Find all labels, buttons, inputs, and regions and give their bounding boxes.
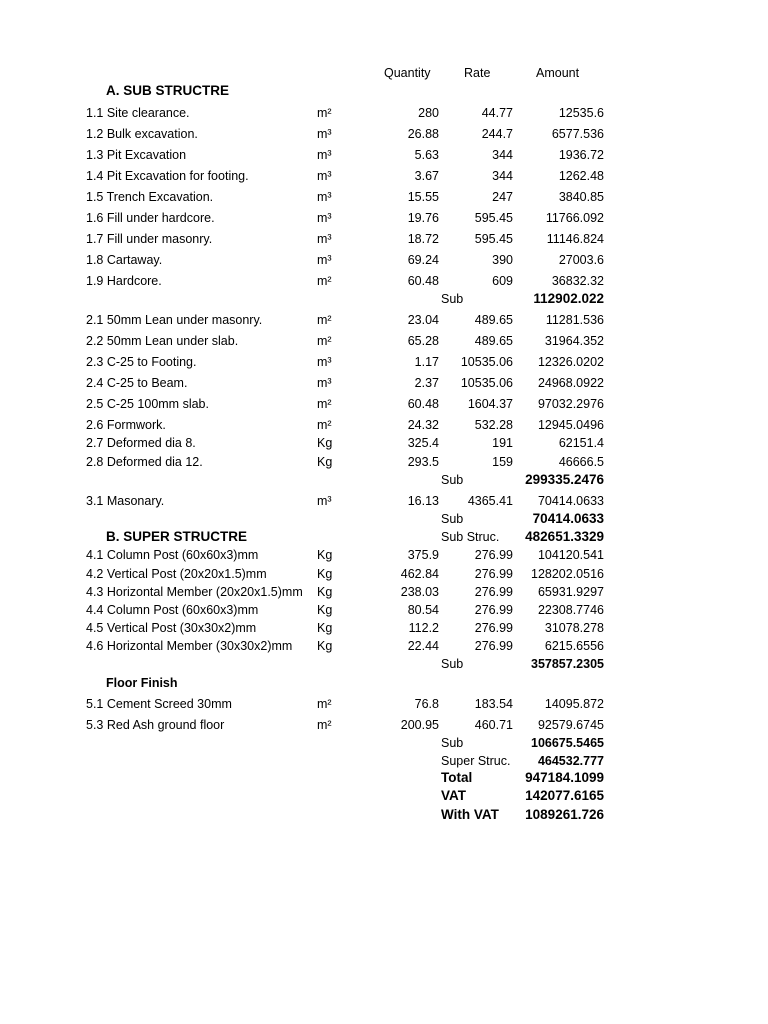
table-row	[0, 583, 768, 601]
grand-total-label: Total	[441, 770, 473, 785]
item-rate: 276.99	[474, 567, 513, 581]
item-unit: m³	[317, 253, 332, 267]
item-description: 2.5 C-25 100mm slab.	[86, 397, 209, 411]
item-amount: 22308.7746	[537, 603, 604, 617]
subtotal-row	[0, 471, 768, 489]
item-rate: 595.45	[474, 211, 513, 225]
vat-value: 142077.6165	[525, 788, 604, 803]
item-unit: m²	[317, 397, 332, 411]
item-rate: 1604.37	[467, 397, 513, 411]
item-unit: Kg	[317, 585, 333, 599]
section-title-row	[0, 82, 768, 100]
subtotal-row	[0, 290, 768, 308]
item-description: 2.8 Deformed dia 12.	[86, 455, 203, 469]
super-structure-total-value: 464532.777	[537, 754, 604, 768]
item-quantity: 16.13	[407, 494, 439, 508]
with-vat-label: With VAT	[441, 807, 499, 822]
item-quantity: 18.72	[407, 232, 439, 246]
item-amount: 24968.0922	[537, 376, 604, 390]
item-description: 1.2 Bulk excavation.	[86, 127, 198, 141]
item-rate: 276.99	[474, 639, 513, 653]
subtotal-label: Sub	[441, 736, 464, 750]
floor-finish-title-row	[0, 674, 768, 692]
item-quantity: 200.95	[400, 718, 439, 732]
item-description: 5.3 Red Ash ground floor	[86, 718, 225, 732]
table-row	[0, 209, 768, 227]
item-quantity: 15.55	[407, 190, 439, 204]
item-quantity: 65.28	[407, 334, 439, 348]
table-row	[0, 492, 768, 510]
item-amount: 97032.2976	[537, 397, 604, 411]
item-unit: m²	[317, 274, 332, 288]
item-rate: 191	[492, 436, 513, 450]
subtotal-label: Sub	[441, 473, 464, 487]
table-row	[0, 395, 768, 413]
table-row	[0, 453, 768, 471]
item-quantity: 60.48	[407, 274, 439, 288]
vat-row	[0, 787, 768, 805]
item-unit: m²	[317, 697, 332, 711]
item-unit: m³	[317, 169, 332, 183]
item-rate: 532.28	[474, 418, 513, 432]
item-unit: Kg	[317, 455, 333, 469]
item-amount: 12535.6	[558, 106, 604, 120]
sub-structure-total-row	[0, 528, 768, 546]
subtotal-value: 112902.022	[533, 291, 604, 306]
item-description: 2.3 C-25 to Footing.	[86, 355, 197, 369]
item-amount: 12945.0496	[537, 418, 604, 432]
item-quantity: 293.5	[407, 455, 439, 469]
item-amount: 1936.72	[558, 148, 604, 162]
item-unit: m³	[317, 494, 332, 508]
item-description: 2.2 50mm Lean under slab.	[86, 334, 239, 348]
item-description: 1.5 Trench Excavation.	[86, 190, 214, 204]
table-row	[0, 188, 768, 206]
item-unit: m²	[317, 418, 332, 432]
item-amount: 65931.9297	[537, 585, 604, 599]
header-amount: Amount	[536, 66, 580, 80]
item-description: 5.1 Cement Screed 30mm	[86, 697, 232, 711]
super-structure-total-label: Super Struc.	[441, 754, 511, 768]
subtotal-label: Sub	[441, 292, 464, 306]
super-structure-title: B. SUPER STRUCTRE	[106, 529, 248, 544]
super-structure-total-row	[0, 752, 768, 770]
table-row	[0, 146, 768, 164]
item-description: 4.5 Vertical Post (30x30x2)mm	[86, 621, 257, 635]
item-description: 1.7 Fill under masonry.	[86, 232, 213, 246]
header-rate: Rate	[464, 66, 491, 80]
item-unit: m³	[317, 190, 332, 204]
item-unit: m³	[317, 232, 332, 246]
subtotal-value: 106675.5465	[531, 736, 604, 750]
table-row	[0, 601, 768, 619]
item-amount: 62151.4	[558, 436, 604, 450]
item-description: 2.6 Formwork.	[86, 418, 166, 432]
item-description: 3.1 Masonary.	[86, 494, 165, 508]
item-quantity: 462.84	[400, 567, 439, 581]
floor-finish-title: Floor Finish	[106, 676, 178, 690]
item-rate: 247	[492, 190, 513, 204]
item-description: 4.2 Vertical Post (20x20x1.5)mm	[86, 567, 267, 581]
item-amount: 128202.0516	[531, 567, 604, 581]
subtotal-label: Sub	[441, 512, 464, 526]
item-quantity: 280	[418, 106, 439, 120]
table-row	[0, 311, 768, 329]
item-unit: Kg	[317, 548, 333, 562]
table-row	[0, 637, 768, 655]
item-amount: 31964.352	[544, 334, 604, 348]
item-amount: 11146.824	[546, 232, 604, 246]
item-description: 2.7 Deformed dia 8.	[86, 436, 196, 450]
item-amount: 104120.541	[537, 548, 604, 562]
table-row	[0, 353, 768, 371]
item-amount: 36832.32	[551, 274, 604, 288]
table-row	[0, 125, 768, 143]
sub-structure-total-value: 482651.3329	[525, 529, 604, 544]
item-unit: Kg	[317, 567, 333, 581]
item-unit: m²	[317, 334, 332, 348]
item-amount: 11281.536	[545, 313, 604, 327]
grand-total-value: 947184.1099	[525, 770, 604, 785]
item-quantity: 24.32	[407, 418, 439, 432]
item-amount: 3840.85	[558, 190, 604, 204]
item-rate: 159	[492, 455, 513, 469]
item-description: 1.3 Pit Excavation	[86, 148, 187, 162]
item-rate: 595.45	[474, 232, 513, 246]
item-quantity: 325.4	[407, 436, 439, 450]
table-row	[0, 104, 768, 122]
subtotal-row	[0, 510, 768, 528]
item-rate: 276.99	[474, 603, 513, 617]
item-quantity: 1.17	[414, 355, 439, 369]
sub-structure-total-label: Sub Struc.	[441, 530, 500, 544]
item-rate: 4365.41	[467, 494, 513, 508]
item-rate: 276.99	[474, 621, 513, 635]
item-unit: Kg	[317, 603, 333, 617]
item-description: 1.1 Site clearance.	[86, 106, 190, 120]
item-quantity: 60.48	[407, 397, 439, 411]
item-quantity: 238.03	[400, 585, 439, 599]
item-description: 2.4 C-25 to Beam.	[86, 376, 188, 390]
item-unit: m³	[317, 211, 332, 225]
item-unit: m²	[317, 313, 332, 327]
item-quantity: 76.8	[414, 697, 439, 711]
with-vat-value: 1089261.726	[525, 807, 604, 822]
item-quantity: 19.76	[407, 211, 439, 225]
subtotal-value: 357857.2305	[531, 657, 604, 671]
item-description: 1.6 Fill under hardcore.	[86, 211, 215, 225]
subtotal-label: Sub	[441, 657, 464, 671]
table-row	[0, 251, 768, 269]
item-quantity: 80.54	[407, 603, 439, 617]
item-description: 2.1 50mm Lean under masonry.	[86, 313, 263, 327]
item-quantity: 2.37	[414, 376, 439, 390]
item-rate: 244.7	[481, 127, 513, 141]
item-quantity: 69.24	[407, 253, 439, 267]
item-amount: 27003.6	[558, 253, 604, 267]
subtotal-row	[0, 655, 768, 673]
item-rate: 460.71	[474, 718, 513, 732]
item-description: 4.4 Column Post (60x60x3)mm	[86, 603, 259, 617]
table-row	[0, 716, 768, 734]
item-unit: m³	[317, 127, 332, 141]
item-description: 4.1 Column Post (60x60x3)mm	[86, 548, 259, 562]
with-vat-row	[0, 806, 768, 824]
item-description: 1.8 Cartaway.	[86, 253, 163, 267]
item-amount: 12326.0202	[537, 355, 604, 369]
table-row	[0, 167, 768, 185]
column-header-row	[0, 64, 768, 82]
subtotal-row	[0, 734, 768, 752]
table-row	[0, 230, 768, 248]
item-rate: 10535.06	[460, 355, 513, 369]
vat-label: VAT	[441, 788, 466, 803]
table-row	[0, 546, 768, 564]
item-description: 1.9 Hardcore.	[86, 274, 162, 288]
subtotal-value: 299335.2476	[525, 472, 604, 487]
item-rate: 344	[492, 148, 513, 162]
item-unit: m³	[317, 355, 332, 369]
item-amount: 6215.6556	[544, 639, 604, 653]
table-row	[0, 416, 768, 434]
table-row	[0, 619, 768, 637]
item-rate: 276.99	[474, 585, 513, 599]
item-rate: 44.77	[481, 106, 513, 120]
item-rate: 10535.06	[460, 376, 513, 390]
item-rate: 489.65	[474, 313, 513, 327]
item-unit: Kg	[317, 639, 333, 653]
item-rate: 276.99	[474, 548, 513, 562]
item-amount: 1262.48	[558, 169, 604, 183]
item-quantity: 26.88	[407, 127, 439, 141]
item-quantity: 112.2	[408, 621, 439, 635]
item-amount: 11766.092	[545, 211, 604, 225]
item-rate: 390	[492, 253, 513, 267]
item-amount: 31078.278	[544, 621, 604, 635]
item-unit: m³	[317, 376, 332, 390]
item-rate: 344	[492, 169, 513, 183]
grand-total-row	[0, 769, 768, 787]
item-unit: m²	[317, 106, 332, 120]
table-row	[0, 332, 768, 350]
item-unit: m³	[317, 148, 332, 162]
sub-structure-title: A. SUB STRUCTRE	[106, 83, 230, 98]
item-amount: 46666.5	[558, 455, 604, 469]
item-description: 4.3 Horizontal Member (20x20x1.5)mm	[86, 585, 303, 599]
table-row	[0, 374, 768, 392]
item-amount: 70414.0633	[537, 494, 604, 508]
item-description: 1.4 Pit Excavation for footing.	[86, 169, 249, 183]
table-row	[0, 695, 768, 713]
item-quantity: 3.67	[414, 169, 439, 183]
item-rate: 609	[492, 274, 513, 288]
table-row	[0, 272, 768, 290]
item-rate: 183.54	[474, 697, 513, 711]
item-unit: Kg	[317, 436, 333, 450]
subtotal-value: 70414.0633	[532, 511, 604, 526]
item-rate: 489.65	[474, 334, 513, 348]
item-amount: 6577.536	[551, 127, 604, 141]
table-row	[0, 434, 768, 452]
header-quantity: Quantity	[384, 66, 431, 80]
item-amount: 92579.6745	[537, 718, 604, 732]
item-amount: 14095.872	[544, 697, 604, 711]
item-unit: Kg	[317, 621, 333, 635]
item-description: 4.6 Horizontal Member (30x30x2)mm	[86, 639, 293, 653]
item-unit: m²	[317, 718, 332, 732]
item-quantity: 375.9	[407, 548, 439, 562]
item-quantity: 22.44	[407, 639, 439, 653]
item-quantity: 5.63	[414, 148, 439, 162]
item-quantity: 23.04	[407, 313, 439, 327]
table-row	[0, 565, 768, 583]
